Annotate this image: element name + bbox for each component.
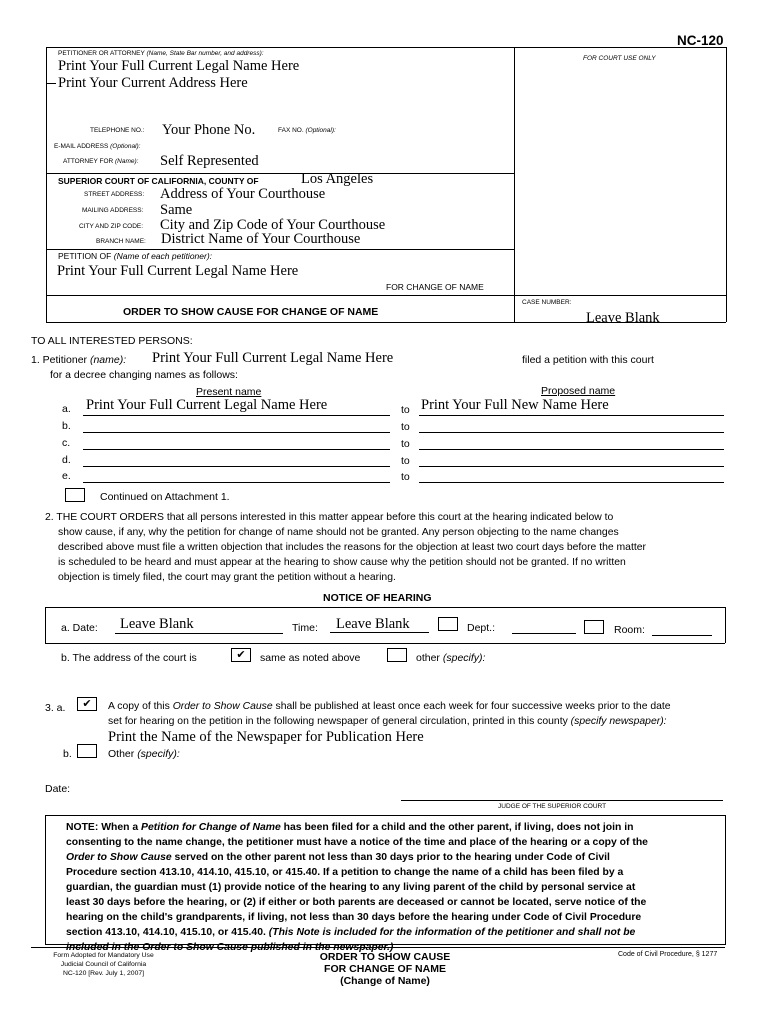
footer-left-line1: Form Adopted for Mandatory Use — [53, 952, 154, 959]
court-heading: SUPERIOR COURT OF CALIFORNIA, COUNTY OF — [58, 176, 259, 186]
footer-center-line3: (Change of Name) — [340, 975, 430, 987]
court-county[interactable]: Los Angeles — [301, 171, 374, 187]
footer-left — [31, 951, 176, 978]
item3b-text: Other (specify): — [108, 748, 180, 760]
room-label: Room: — [614, 624, 645, 636]
item1-label: 1. Petitioner (name): — [31, 354, 127, 366]
item1-filed: filed a petition with this court — [522, 354, 654, 366]
present-name-header: Present name — [196, 386, 262, 398]
to-word: to — [401, 421, 410, 433]
petition-value[interactable]: Print Your Full Current Legal Name Here — [57, 263, 299, 279]
item2-line2: show cause, if any, why the petition for change of name should not be granted. Any person objecting to the name changes — [58, 527, 619, 538]
order-title: ORDER TO SHOW CAUSE FOR CHANGE OF NAME — [123, 306, 379, 318]
telephone-label: TELEPHONE NO.: — [90, 127, 145, 134]
publish-checkbox[interactable]: ✔ — [77, 697, 97, 711]
note-line8: section 413.10, 414.10, 415.10, or 415.40. (This Note is included for the information of the petitioner and shall not be — [66, 927, 636, 938]
city-value[interactable]: City and Zip Code of Your Courthouse — [160, 217, 386, 233]
item2-line3: described above must file a written objection that includes the reasons for the objection at least two court days before the matter — [58, 542, 646, 553]
caption-divider — [514, 47, 515, 322]
court-section-border — [46, 173, 514, 174]
court-address-label: b. The address of the court is — [61, 652, 197, 664]
address-tick — [46, 83, 56, 84]
other-publish-checkbox[interactable] — [77, 744, 97, 758]
judge-label: JUDGE OF THE SUPERIOR COURT — [498, 803, 607, 810]
name-row-letter: b. — [62, 420, 71, 432]
hearing-box-right — [725, 607, 726, 643]
city-label: CITY AND ZIP CODE: — [79, 223, 144, 230]
item1-decree: for a decree changing names as follows: — [50, 369, 238, 381]
case-number-label: CASE NUMBER: — [522, 299, 572, 306]
mailing-label: MAILING ADDRESS: — [82, 207, 144, 214]
same-as-noted-checkbox[interactable]: ✔ — [231, 648, 251, 662]
other-address-label: other (specify): — [416, 652, 486, 664]
present-name-value[interactable]: Print Your Full Current Legal Name Here — [86, 397, 328, 413]
street-label: STREET ADDRESS: — [84, 191, 145, 198]
petition-section-border — [46, 249, 514, 250]
present-name-line — [83, 449, 390, 450]
footer-rule — [31, 947, 725, 948]
email-label: E-MAIL ADDRESS (Optional): — [54, 143, 141, 150]
telephone-value[interactable]: Your Phone No. — [162, 122, 256, 138]
note-line9: included in the Order to Show Cause published in the newspaper.) — [66, 942, 394, 953]
attorney-for-label: ATTORNEY FOR (Name): — [63, 158, 139, 165]
to-word: to — [401, 438, 410, 450]
present-name-line — [83, 466, 390, 467]
to-all-interested: TO ALL INTERESTED PERSONS: — [31, 335, 193, 347]
footer-left-line2: Judicial Council of California — [60, 961, 147, 968]
caption-top-border — [46, 47, 726, 48]
item3b-label: b. — [63, 748, 72, 760]
item3a-line1: A copy of this Order to Show Cause shall be published at least once each week for four successive weeks prior to the date — [108, 701, 671, 712]
case-number-value[interactable]: Leave Blank — [586, 310, 660, 326]
branch-value[interactable]: District Name of Your Courthouse — [161, 231, 361, 247]
item1-petitioner-name[interactable]: Print Your Full Current Legal Name Here — [152, 350, 394, 366]
item2-line1: 2. THE COURT ORDERS that all persons interested in this matter appear before this court at the hearing indicated below to — [45, 512, 614, 523]
name-row-letter: e. — [62, 470, 71, 482]
proposed-name-line — [419, 432, 724, 433]
petitioner-name[interactable]: Print Your Full Current Legal Name Here — [58, 58, 300, 74]
to-word: to — [401, 455, 410, 467]
form-id: NC-120 — [677, 33, 724, 48]
present-name-line — [83, 415, 390, 416]
item2-line5: objection is timely filed, the court may grant the petition without a hearing. — [58, 572, 396, 583]
hearing-date-value[interactable]: Leave Blank — [120, 616, 194, 632]
hearing-time-value[interactable]: Leave Blank — [336, 616, 410, 632]
note-line4: Procedure section 413.10, 414.10, 415.10, or 415.40. If a petition to change the name of a child has been filed by a — [66, 867, 624, 878]
item2-line4: is scheduled to be heard and must appear at the hearing to show cause why the petition should not be granted. If no written — [58, 557, 626, 568]
name-row-letter: d. — [62, 454, 71, 466]
hearing-box-bottom — [45, 643, 725, 644]
judge-signature-line[interactable] — [401, 800, 723, 801]
dept-checkbox[interactable] — [438, 617, 458, 631]
dept-line[interactable] — [512, 633, 576, 634]
other-address-checkbox[interactable] — [387, 648, 407, 662]
item3a-label: 3. a. — [45, 702, 66, 714]
item3a-line2: set for hearing on the petition in the following newspaper of general circulation, printed in this county (specify newspaper): — [108, 716, 667, 727]
street-value[interactable]: Address of Your Courthouse — [160, 186, 326, 202]
time-label: Time: — [292, 622, 318, 634]
hearing-box-left — [45, 607, 46, 643]
petitioner-address[interactable]: Print Your Current Address Here — [58, 75, 248, 91]
footer-center-line2: FOR CHANGE OF NAME — [324, 963, 446, 975]
note-line2: consenting to the name change, the petitioner must have a notice of the time and place of the hearing or a copy of the — [66, 837, 648, 848]
dept-label: Dept.: — [467, 622, 496, 634]
footer-center — [270, 951, 500, 987]
caption-left-border — [46, 47, 47, 322]
court-use-only: FOR COURT USE ONLY — [583, 55, 656, 62]
hearing-time-line — [330, 632, 429, 633]
note-line7: hearing on the child's grandparents, if living, not less than 30 days before the hearing under Code of Civil Procedure — [66, 912, 642, 923]
hearing-date-line — [115, 633, 283, 634]
room-line[interactable] — [652, 635, 712, 636]
name-row-letter: a. — [62, 403, 71, 415]
fax-label: FAX NO. (Optional): — [278, 127, 336, 134]
footer-right: Code of Civil Procedure, § 1277 — [618, 951, 718, 958]
proposed-name-line — [419, 449, 724, 450]
proposed-name-header: Proposed name — [541, 385, 616, 397]
note-line6: least 30 days before the hearing, or (2) if either or both parents are deceased or cannot be located, serve notice of the — [66, 897, 647, 908]
petition-label: PETITION OF (Name of each petitioner): — [58, 251, 213, 261]
proposed-name-line — [419, 415, 724, 416]
same-as-noted-label: same as noted above — [260, 652, 361, 664]
present-name-line — [83, 432, 390, 433]
title-section-border — [46, 295, 726, 296]
hearing-box-top — [45, 607, 725, 608]
proposed-name-value[interactable]: Print Your Full New Name Here — [421, 397, 609, 413]
attorney-for-value[interactable]: Self Represented — [160, 153, 259, 169]
note-line5: guardian, the guardian must (1) provide notice of the hearing to any living parent of the child by personal service at — [66, 882, 636, 893]
footer-left-line3: NC-120 [Rev. July 1, 2007] — [62, 970, 145, 977]
to-word: to — [401, 404, 410, 416]
signature-date-label: Date: — [45, 783, 71, 795]
notice-of-hearing-heading: NOTICE OF HEARING — [323, 592, 432, 604]
continued-checkbox[interactable] — [65, 488, 85, 502]
footer-center-line1: ORDER TO SHOW CAUSE — [319, 951, 451, 963]
present-name-line — [83, 482, 390, 483]
continued-label: Continued on Attachment 1. — [100, 491, 230, 503]
note-line1: NOTE: When a Petition for Change of Name has been filed for a child and the other parent, if living, does not join in — [66, 822, 634, 833]
date-label: a. Date: — [61, 622, 98, 634]
caption-right-border — [726, 47, 727, 322]
name-row-letter: c. — [62, 437, 71, 449]
petitioner-label: PETITIONER OR ATTORNEY (Name, State Bar number, and address): — [58, 50, 264, 57]
proposed-name-line — [419, 482, 724, 483]
room-checkbox[interactable] — [584, 620, 604, 634]
for-change-of-name: FOR CHANGE OF NAME — [386, 282, 484, 292]
proposed-name-line — [419, 466, 724, 467]
newspaper-value[interactable]: Print the Name of the Newspaper for Publication Here — [108, 729, 424, 745]
branch-label: BRANCH NAME: — [96, 238, 146, 245]
to-word: to — [401, 471, 410, 483]
mailing-value[interactable]: Same — [160, 202, 193, 218]
note-line3: Order to Show Cause served on the other parent not less than 30 days prior to the hearing under Code of Civil — [66, 852, 610, 863]
